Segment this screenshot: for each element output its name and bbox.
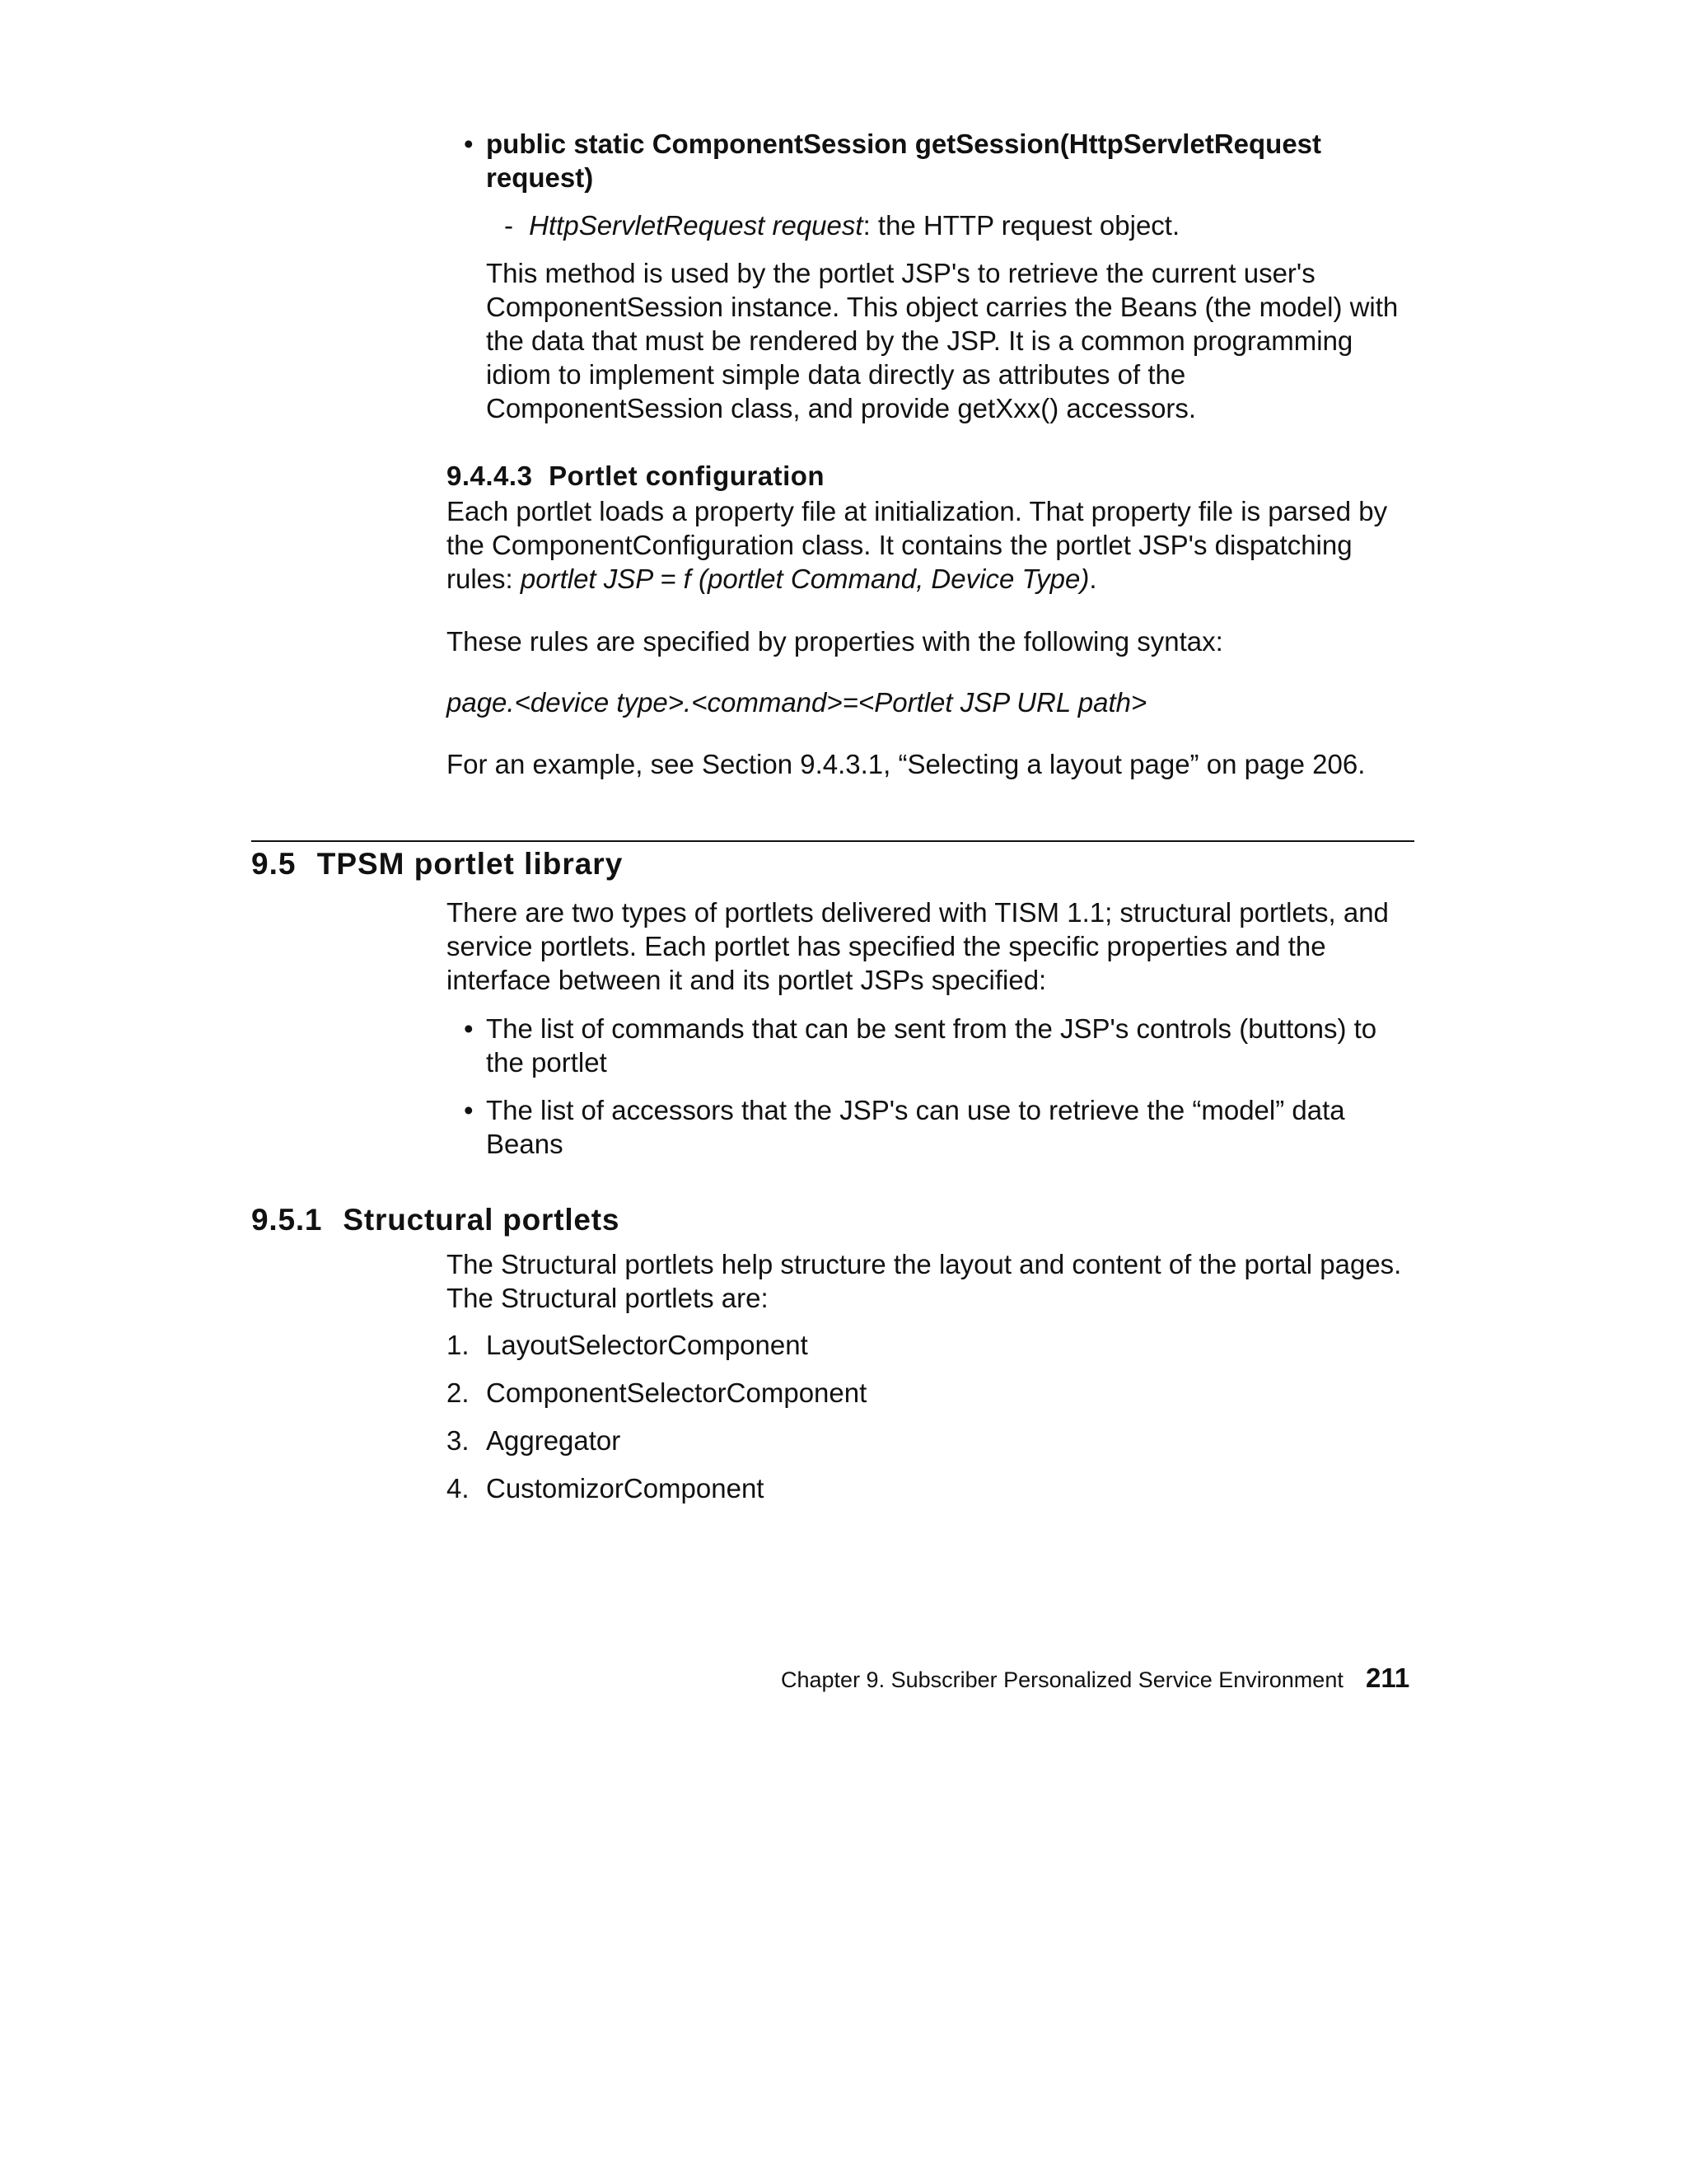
list-item: CustomizorComponent (486, 1473, 764, 1504)
section-9443-para2: These rules are specified by properties with the following syntax: (446, 626, 1223, 657)
section-951-heading (251, 1202, 619, 1238)
section-divider (251, 840, 1414, 842)
page-number: 211 (1366, 1663, 1410, 1693)
section-951-title: Structural portlets (343, 1203, 620, 1237)
method-signature-line2: request) (486, 162, 594, 193)
section-9443-title: Portlet configuration (549, 461, 825, 491)
param-name: HttpServletRequest request (529, 210, 863, 241)
param-line (504, 208, 1410, 242)
method-signature-line1: public static ComponentSession getSession(HttpServletRequest (486, 129, 1322, 159)
para1-text: Each portlet loads a property file at initialization. That property file is parsed by the ComponentConfiguration class. It contains the portlet JSP's dispatching rules: (446, 496, 1388, 594)
list-number: 3. (446, 1425, 470, 1456)
section-9443-para1 (446, 494, 1418, 596)
param-dash: - (504, 210, 513, 241)
section-95-intro: There are two types of portlets delivered with TISM 1.1; structural portlets, and service portlets. Each portlet has specified the specific properties and the interface between it and its portlet JSPs specified: (446, 897, 1389, 995)
section-95-number: 9.5 (251, 847, 297, 881)
syntax-line: page.<device type>.<command>=<Portlet JSP URL path> (446, 687, 1147, 718)
bullet-glyph: • (464, 1095, 474, 1125)
bullet-glyph: • (464, 129, 474, 159)
param-desc: : the HTTP request object. (862, 210, 1180, 241)
list-item: ComponentSelectorComponent (486, 1377, 867, 1408)
section-951-intro: The Structural portlets help structure the layout and content of the portal pages. The Structural portlets are: (446, 1249, 1402, 1313)
list-item: The list of accessors that the JSP's can use to retrieve the “model” data Beans (486, 1095, 1345, 1159)
section-9443-heading (446, 459, 825, 493)
list-number: 4. (446, 1473, 470, 1504)
list-item: Aggregator (486, 1425, 621, 1456)
bullet-glyph: • (464, 1013, 474, 1044)
list-item: LayoutSelectorComponent (486, 1330, 808, 1360)
footer-chapter: Chapter 9. Subscriber Personalized Service Environment (781, 1667, 1344, 1692)
para1-italic: portlet JSP = f (portlet Command, Device Type) (520, 564, 1090, 594)
section-9443-para3: For an example, see Section 9.4.3.1, “Selecting a layout page” on page 206. (446, 749, 1366, 779)
method-description: This method is used by the portlet JSP's to retrieve the current user's ComponentSession instance. This object carries the Beans (the model) with the data that must be rendered by the JSP. It is a common programming idiom to implement simple data directly as attributes of the ComponentSession class, and provide getXxx() accessors. (486, 258, 1399, 423)
para1-end: . (1089, 564, 1097, 594)
list-number: 1. (446, 1330, 470, 1360)
section-95-heading (251, 846, 623, 882)
section-9443-number: 9.4.4.3 (446, 461, 533, 491)
list-number: 2. (446, 1377, 470, 1408)
section-95-title: TPSM portlet library (316, 847, 624, 881)
list-item: The list of commands that can be sent from the JSP's controls (buttons) to the portlet (486, 1013, 1377, 1078)
section-951-number: 9.5.1 (251, 1203, 323, 1237)
